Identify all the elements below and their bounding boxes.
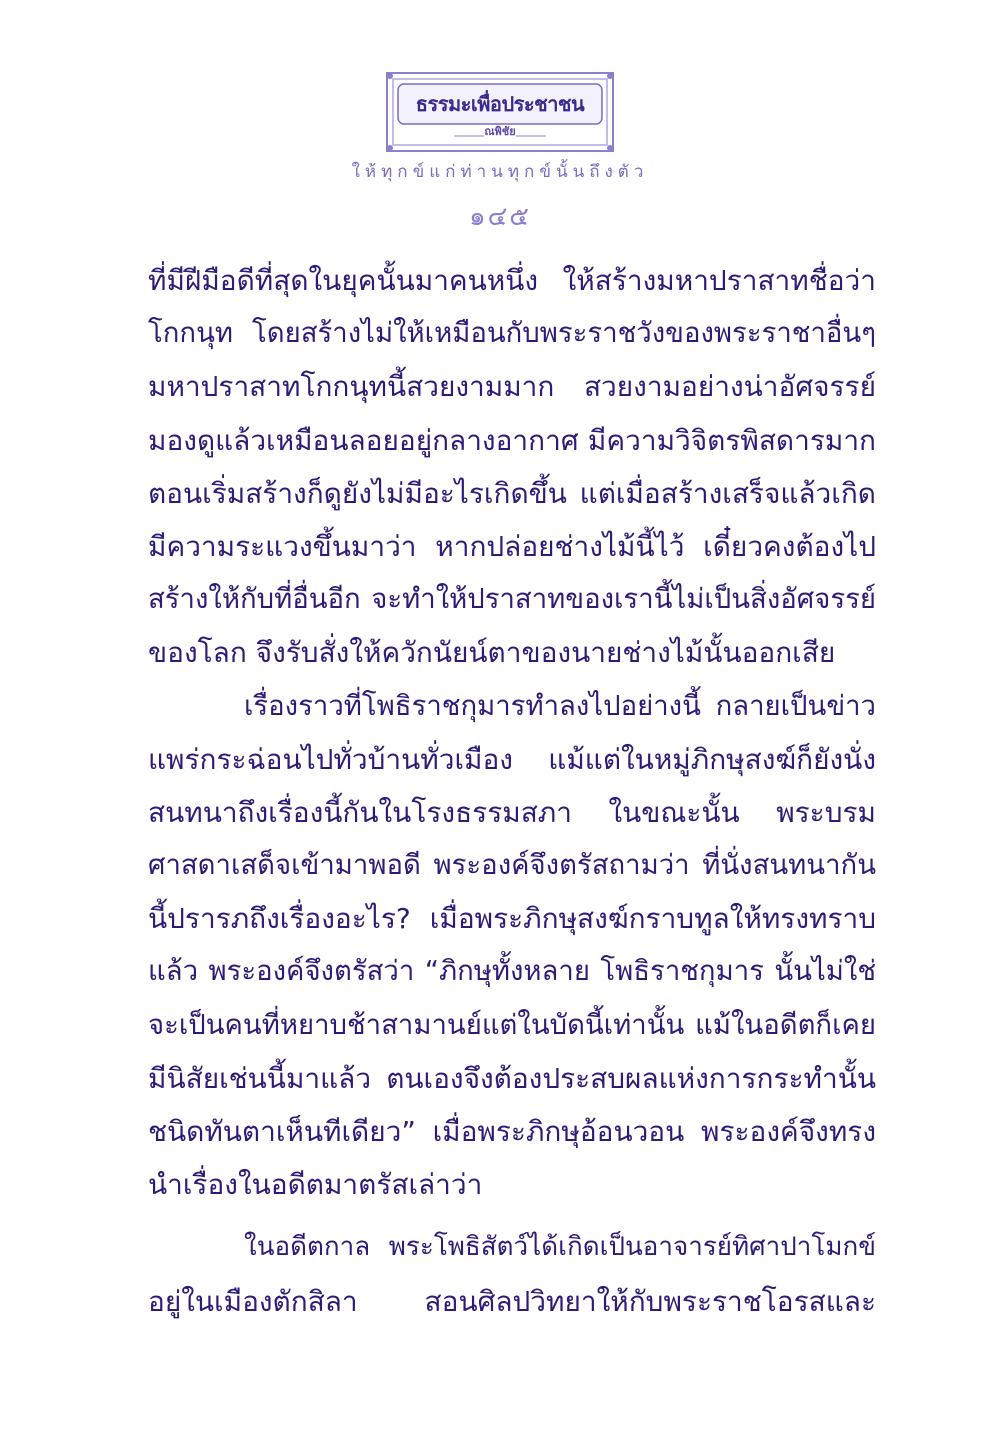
text-line: มีความระแวงขึ้นมาว่า หากปล่อยช่างไม้นี้ไว้ เดี๋ยวคงต้องไป: [148, 529, 876, 563]
text-line: ชนิดทันตาเห็นทีเดียว” เมื่อพระภิกษุอ้อนวอน พระองค์จึงทรง: [148, 1115, 876, 1148]
text-line: ศาสดาเสด็จเข้ามาพอดี พระองค์จึงตรัสถามว่า ที่นั่งสนทนากัน: [148, 849, 876, 882]
text-line: นี้ปรารภถึงเรื่องอะไร? เมื่อพระภิกษุสงฆ์กราบทูลให้ทรงทราบ: [148, 902, 876, 936]
chapter-subtitle: ให้ทุกข์แก่ท่านทุกข์นั้นถึงตัว: [351, 162, 649, 182]
text-line: สนทนาถึงเรื่องนี้กันในโรงธรรมสภา ในขณะนั้น พระบรม: [148, 795, 876, 829]
text-line: โกกนุท โดยสร้างไม่ให้เหมือนกับพระราชวังของพระราชาอื่นๆ: [148, 317, 876, 350]
logo-subtitle: ณพิชัย: [484, 125, 516, 138]
text-line: ตอนเริ่มสร้างก็ดูยังไม่มีอะไรเกิดขึ้น แต่เมื่อสร้างเสร็จแล้วเกิด: [148, 476, 876, 510]
text-line: ในอดีตกาล พระโพธิสัตว์ได้เกิดเป็นอาจารย์ทิศาปาโมกข์: [244, 1232, 876, 1263]
text-line: แพร่กระฉ่อนไปทั่วบ้านทั่วเมือง แม้แต่ในหมู่ภิกษุสงฆ์ก็ยังนั่ง: [148, 742, 876, 776]
text-line: นำเรื่องในอดีตมาตรัสเล่าว่า: [148, 1168, 483, 1202]
paragraph-gap: [148, 1211, 876, 1221]
text-line: มีนิสัยเช่นนี้มาแล้ว ตนเองจึงต้องประสบผลแห่งการกระทำนั้น: [148, 1061, 876, 1095]
text-line: อยู่ในเมืองตักสิลา สอนศิลปวิทยาให้กับพระราชโอรสและ: [148, 1284, 876, 1318]
text-line: มองดูแล้วเหมือนลอยอยู่กลางอากาศ มีความวิจิตรพิสดารมาก: [148, 423, 876, 457]
header: [0, 70, 1000, 158]
body-text: [148, 254, 876, 1328]
text-line: สร้างให้กับที่อื่นอีก จะทำให้ปราสาทของเรานี้ไม่เป็นสิ่งอัศจรรย์: [148, 583, 876, 616]
logo: [384, 70, 616, 154]
logo-title: ธรรมะเพื่อประชาชน: [415, 92, 585, 116]
text-line: มหาปราสาทโกกนุทนี้สวยงามมาก สวยงามอย่างน่าอัศจรรย์: [148, 370, 876, 404]
text-line: ของโลก จึงรับสั่งให้ควักนัยน์ตาของนายช่างไม้นั้นออกเสีย: [148, 636, 836, 670]
text-line: แล้ว พระองค์จึงตรัสว่า “ภิกษุทั้งหลาย โพธิราชกุมาร นั้นไม่ใช่: [148, 955, 876, 988]
text-line: ที่มีฝีมือดีที่สุดในยุคนั้นมาคนหนึ่ง ให้สร้างมหาปราสาทชื่อว่า: [148, 264, 876, 297]
text-line: จะเป็นคนที่หยาบช้าสามานย์แต่ในบัดนี้เท่านั้น แม้ในอดีตก็เคย: [148, 1008, 876, 1041]
text-line: เรื่องราวที่โพธิราชกุมารทำลงไปอย่างนี้ กลายเป็นข่าว: [244, 689, 876, 722]
page-number: ๑๔๕: [469, 202, 531, 232]
